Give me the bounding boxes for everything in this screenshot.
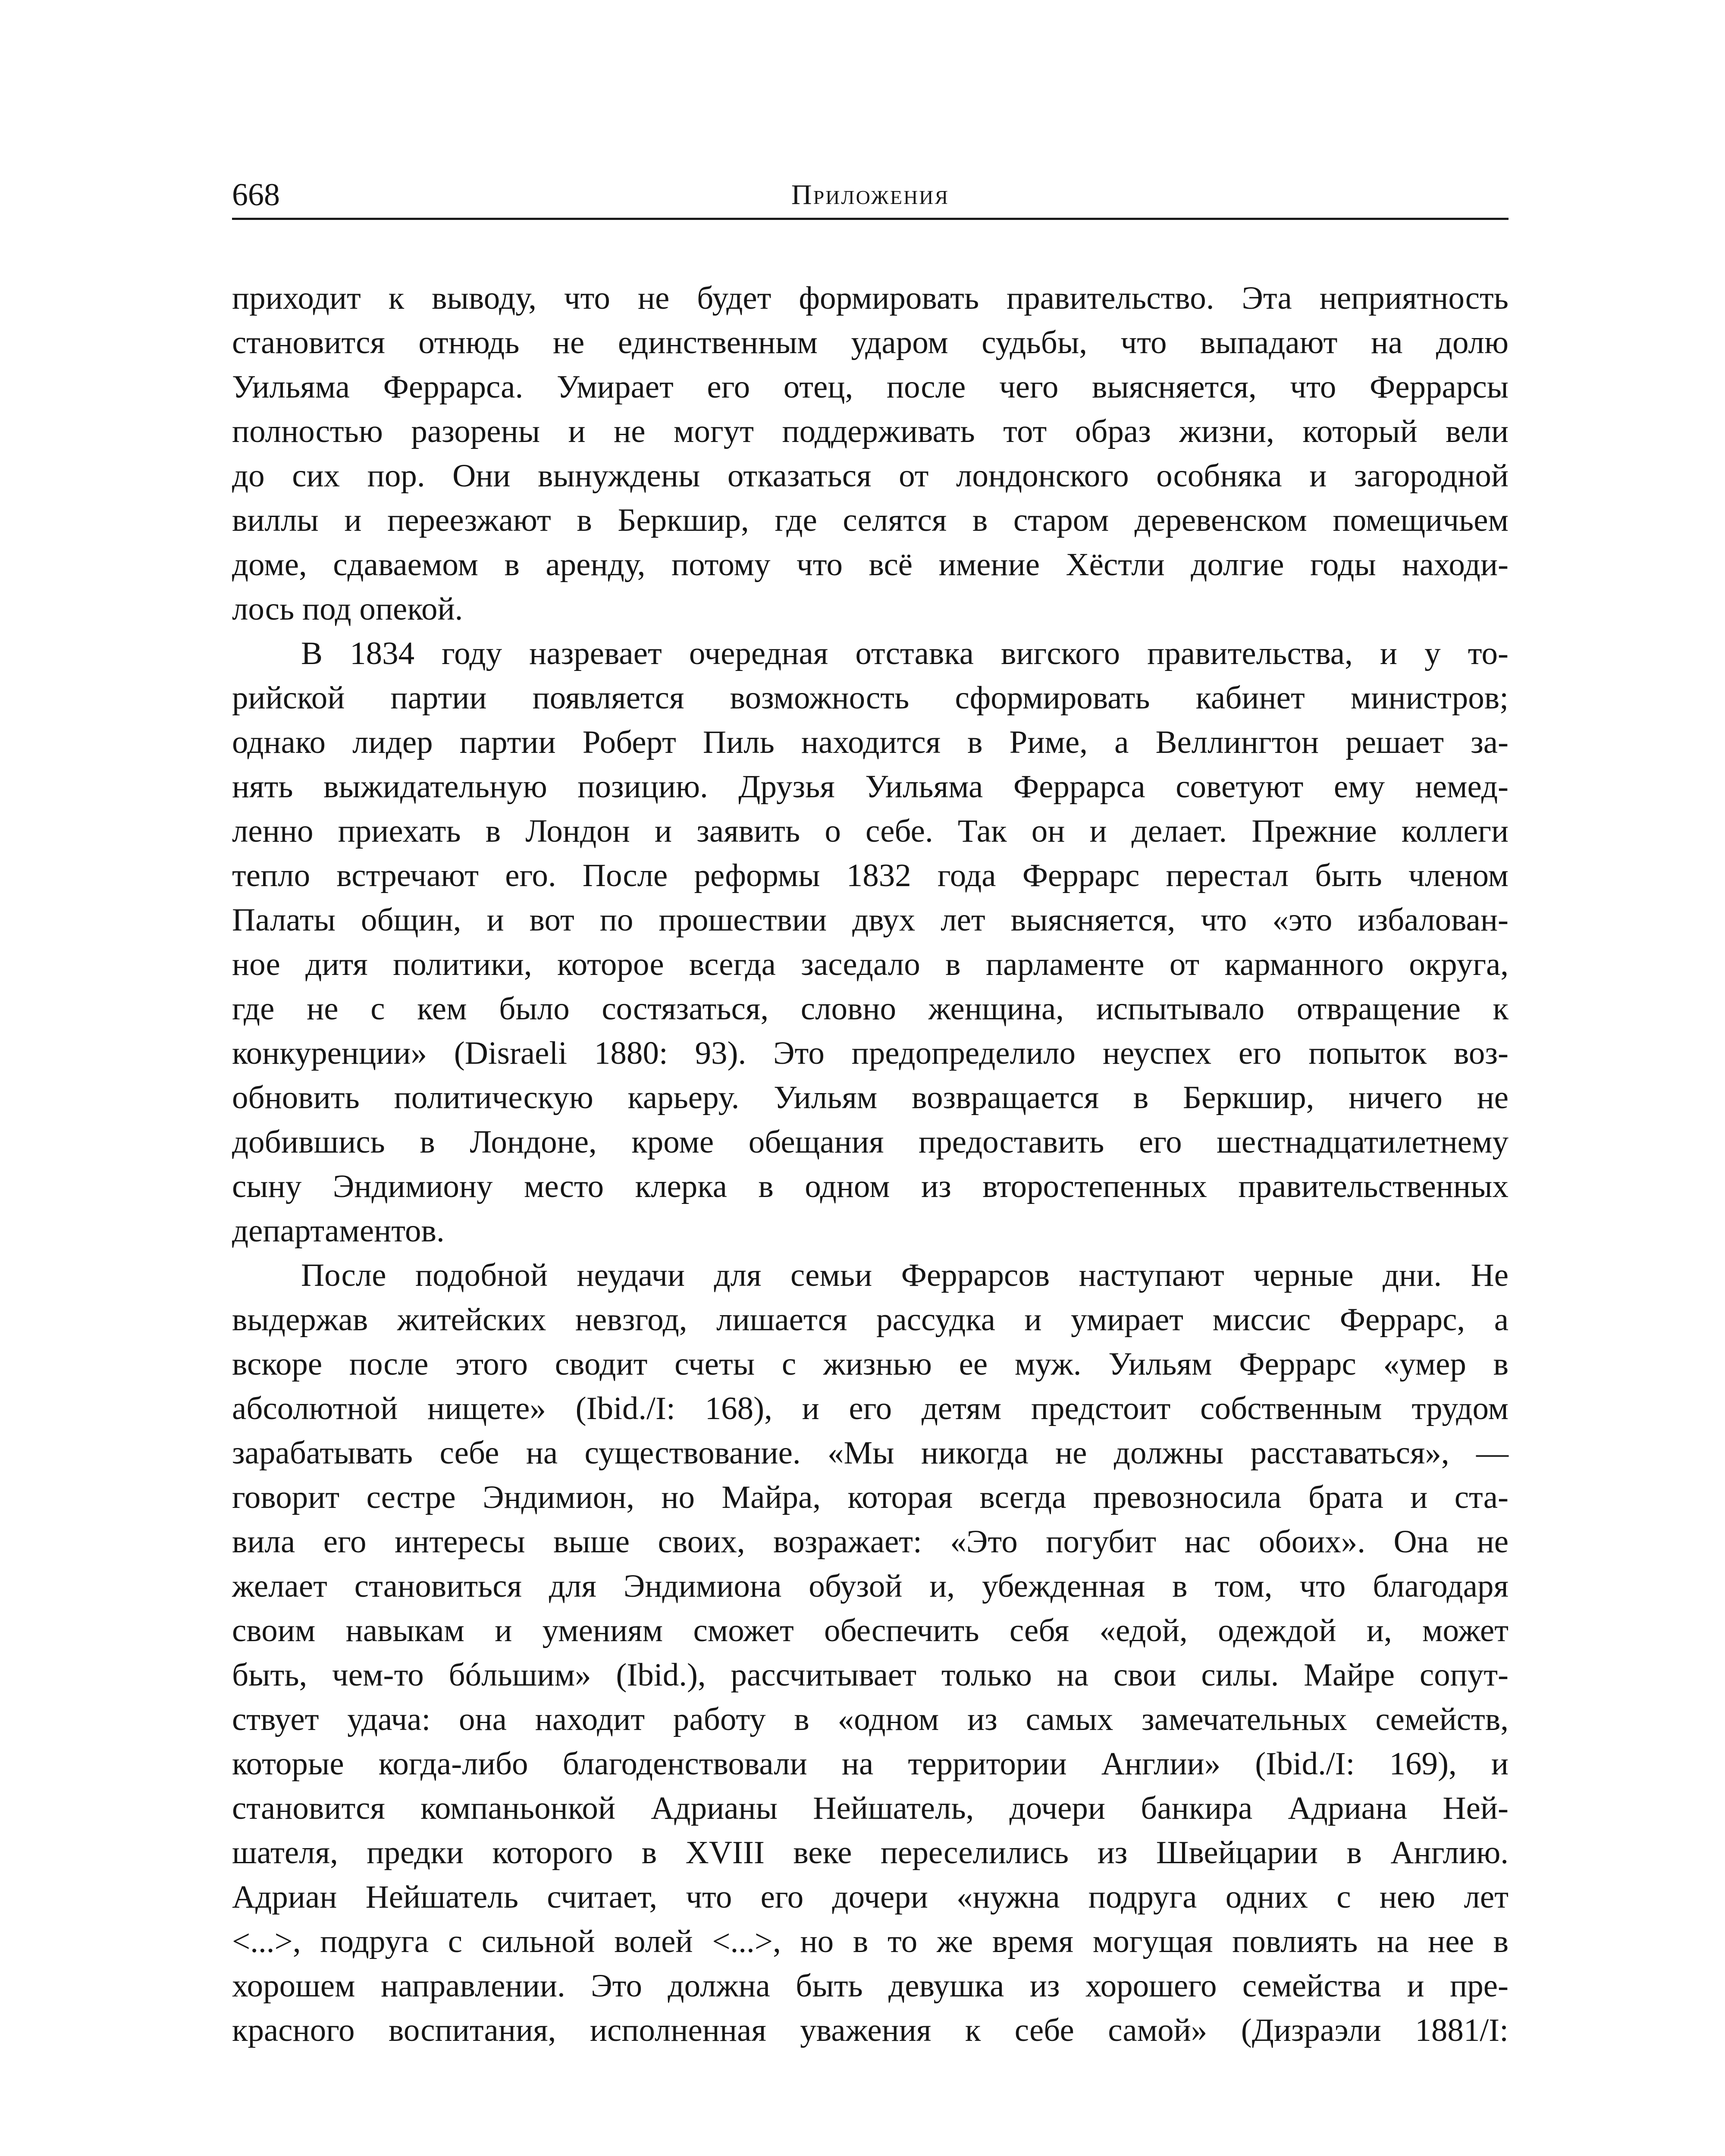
- text-line: тепло встречают его. После реформы 1832 года Феррарс перестал быть членом: [232, 858, 1509, 893]
- text-line: становится компаньонкой Адрианы Нейшатель, дочери банкира Адриана Ней-: [232, 1790, 1509, 1826]
- text-line: быть, чем-то бóльшим» (Ibid.), рассчитывает только на свои силы. Майре сопут-: [232, 1657, 1509, 1693]
- text-line: департаментов.: [232, 1213, 445, 1249]
- text-line: лось под опекой.: [232, 591, 463, 627]
- text-line: Палаты общин, и вот по прошествии двух лет выясняется, что «это избалован-: [232, 902, 1509, 938]
- text-line: ленно приехать в Лондон и заявить о себе. Так он и делает. Прежние коллеги: [232, 813, 1509, 849]
- text-line: сыну Эндимиону место клерка в одном из второстепенных правительственных: [232, 1169, 1509, 1204]
- paragraph: [232, 631, 1509, 1253]
- text-line: хорошем направлении. Это должна быть девушка из хорошего семейства и пре-: [232, 1968, 1509, 2004]
- page-number: 668: [232, 177, 280, 213]
- text-line: вила его интересы выше своих, возражает: «Это погубит нас обоих». Она не: [232, 1524, 1509, 1560]
- text-line: виллы и переезжают в Беркшир, где селятся в старом деревенском помещичьем: [232, 502, 1509, 538]
- text-line: <...>, подруга с сильной волей <...>, но в то же время могущая повлиять на нее в: [232, 1924, 1509, 1959]
- text-line: доме, сдаваемом в аренду, потому что всё имение Хёстли долгие годы находи-: [232, 547, 1509, 583]
- text-line: обновить политическую карьеру. Уильям возвращается в Беркшир, ничего не: [232, 1080, 1509, 1116]
- text-line: абсолютной нищете» (Ibid./I: 168), и его детям предстоит собственным трудом: [232, 1391, 1509, 1426]
- text-line: до сих пор. Они вынуждены отказаться от лондонского особняка и загородной: [232, 458, 1509, 494]
- running-head: Приложения: [791, 179, 950, 210]
- text-line: конкуренции» (Disraeli 1880: 93). Это предопределило неуспех его попыток воз-: [232, 1035, 1509, 1071]
- body-text: [232, 276, 1509, 2053]
- text-line: Адриан Нейшатель считает, что его дочери «нужна подруга одних с нею лет: [232, 1879, 1509, 1915]
- text-line: красного воспитания, исполненная уважения к себе самой» (Дизраэли 1881/I:: [232, 2012, 1509, 2048]
- text-line: говорит сестре Эндимион, но Майра, которая всегда превозносила брата и ста-: [232, 1479, 1509, 1515]
- text-line: приходит к выводу, что не будет формировать правительство. Эта неприятность: [232, 280, 1509, 316]
- text-line: становится отнюдь не единственным ударом судьбы, что выпадают на долю: [232, 325, 1509, 360]
- text-line: полностью разорены и не могут поддерживать тот образ жизни, который вели: [232, 414, 1509, 449]
- page-header: [232, 175, 1509, 220]
- text-line: своим навыкам и умениям сможет обеспечить себя «едой, одеждой и, может: [232, 1613, 1509, 1648]
- text-line: В 1834 году назревает очередная отставка вигского правительства, и у то-: [301, 636, 1509, 671]
- text-line: ное дитя политики, которое всегда заседало в парламенте от карманного округа,: [232, 946, 1509, 982]
- paragraph: [232, 276, 1509, 631]
- text-line: нять выжидательную позицию. Друзья Уильяма Феррарса советуют ему немед-: [232, 769, 1509, 805]
- text-line: После подобной неудачи для семьи Феррарсов наступают черные дни. Не: [301, 1257, 1509, 1293]
- text-line: однако лидер партии Роберт Пиль находится в Риме, а Веллингтон решает за-: [232, 724, 1509, 760]
- text-line: вскоре после этого сводит счеты с жизнью ее муж. Уильям Феррарс «умер в: [232, 1346, 1509, 1382]
- text-line: рийской партии появляется возможность сформировать кабинет министров;: [232, 680, 1509, 716]
- text-line: добившись в Лондоне, кроме обещания предоставить его шестнадцатилетнему: [232, 1124, 1509, 1160]
- text-line: где не с кем было состязаться, словно женщина, испытывало отвращение к: [232, 991, 1509, 1027]
- text-line: которые когда-либо благоденствовали на территории Англии» (Ibid./I: 169), и: [232, 1746, 1509, 1782]
- text-line: выдержав житейских невзгод, лишается рассудка и умирает миссис Феррарс, а: [232, 1302, 1509, 1338]
- text-line: зарабатывать себе на существование. «Мы никогда не должны расставаться», —: [232, 1435, 1509, 1471]
- text-line: желает становиться для Эндимиона обузой и, убежденная в том, что благодаря: [232, 1568, 1509, 1604]
- paragraph: [232, 1253, 1509, 2053]
- text-line: шателя, предки которого в XVIII веке переселились из Швейцарии в Англию.: [232, 1835, 1509, 1871]
- text-line: Уильяма Феррарса. Умирает его отец, после чего выясняется, что Феррарсы: [232, 369, 1509, 405]
- text-line: ствует удача: она находит работу в «одном из самых замечательных семейств,: [232, 1702, 1509, 1737]
